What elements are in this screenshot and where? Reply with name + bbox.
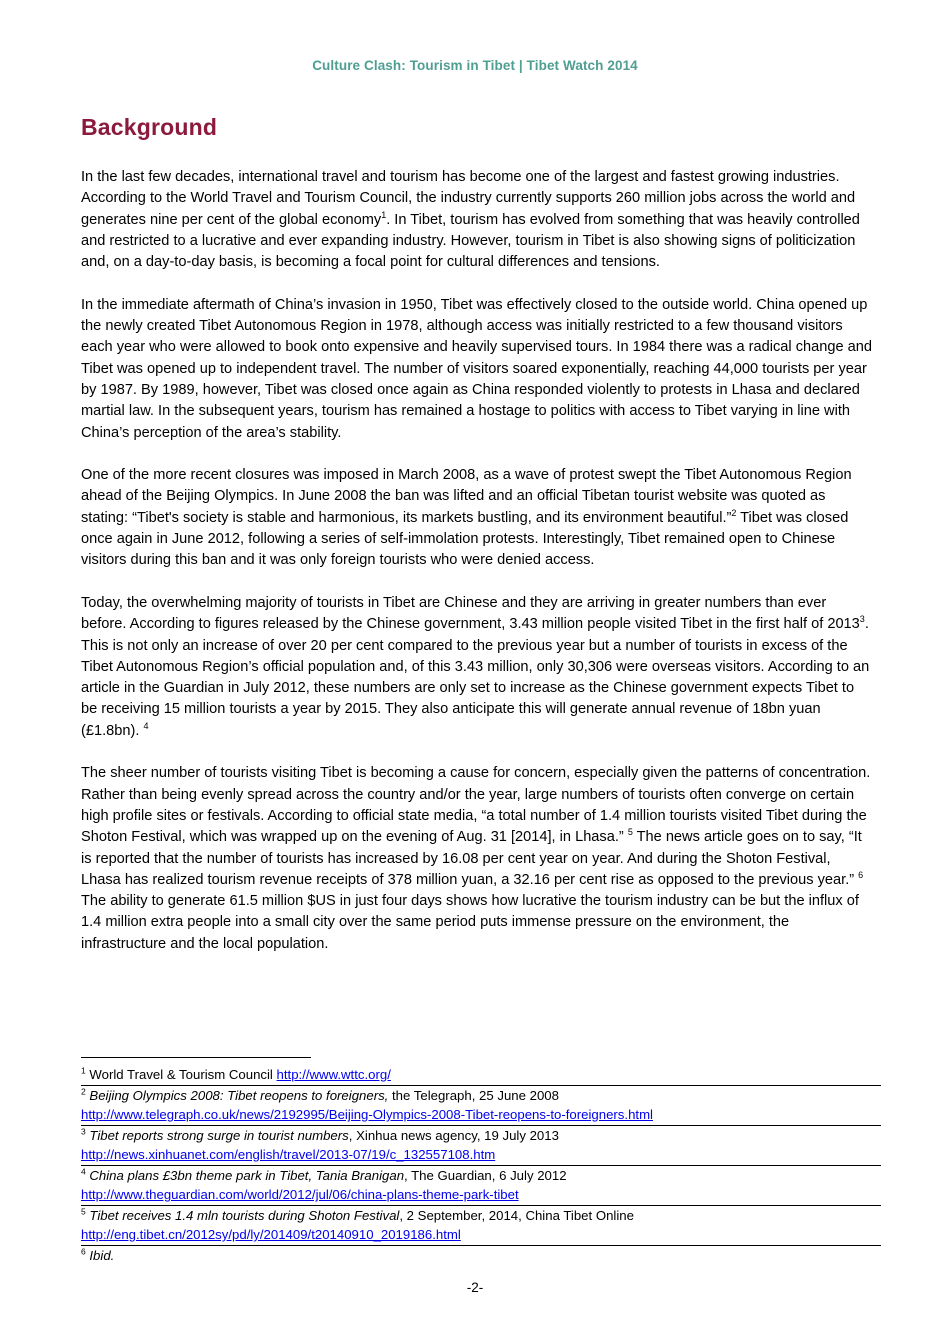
footnote-link-1[interactable]: http://www.wttc.org/ (276, 1067, 391, 1082)
footnote-link-5[interactable]: http://eng.tibet.cn/2012sy/pd/ly/201409/t20140910_2019186.html (81, 1227, 461, 1242)
footnote-ref-3[interactable]: 3 (859, 614, 865, 625)
footnote-link-2[interactable]: http://www.telegraph.co.uk/news/2192995/Beijing-Olympics-2008-Tibet-reopens-to-foreigners.html (81, 1107, 653, 1122)
footnote-ref-4[interactable]: 4 (143, 720, 149, 731)
footnote-ref-6[interactable]: 6 (858, 869, 864, 880)
footnote-ref-2[interactable]: 2 (731, 507, 737, 518)
paragraph-1: In the last few decades, international travel and tourism has become one of the largest and fastest growing industries. According to the World Travel and Tourism Council, the industry currently supports 260 million jobs across the world and generates nine per cent of the global economy$^1$. In Tibet, tourism has evolved from something that was heavily controlled and restricted to a lucrative and ever expanding industry. However, tourism in Tibet is also showing signs of politicization and, on a day-to-day basis, is becoming a focal point for cultural differences and tensions. (81, 169, 860, 271)
footnote-6: $^6$ Ibid. (81, 1245, 881, 1266)
footnote-3: $^3$ Tibet reports strong surge in tourist numbers, Xinhua news agency, 19 July 2013 http://news.xinhuanet.com/english/travel/2013-07/19/c_132557108.htm (81, 1125, 881, 1165)
paragraph-4: Today, the overwhelming majority of tourists in Tibet are Chinese and they are arriving in greater numbers than ever before. According to figures released by the Chinese government, 3.43 million people visited Tibet in the first half of 2013$^3$. This is not only an increase of over 20 per cent compared to the previous year but a number of tourists in excess of the Tibet Autonomous Region’s official population and, of this 3.43 million, only 30,306 were overseas visitors. According to an article in the Guardian in July 2012, these numbers are only set to increase as the Chinese government expects Tibet to be receiving 15 million tourists a year by 2015. They also anticipate this will generate annual revenue of 18bn yuan (£1.8bn). $^4$ (81, 594, 870, 739)
footnote-link-4[interactable]: http://www.theguardian.com/world/2012/jul/06/china-plans-theme-park-tibet (81, 1187, 519, 1202)
footnote-1: $^1$ World Travel & Tourism Council http://www.wttc.org/ (81, 1065, 391, 1082)
footnote-separator (81, 1057, 311, 1058)
paragraph-3: One of the more recent closures was imposed in March 2008, as a wave of protest swept the Tibet Autonomous Region ahead of the Beijing Olympics. In June 2008 the ban was lifted and an official Tibetan tourist website was quoted as stating: “Tibet's society is stable and harmonious, its markets bustling, and its environment beautiful.”$^2$ Tibet was closed once again in June 2012, following a series of self-immolation protests. Interestingly, Tibet remained open to Chinese visitors during this ban and it was only foreign tourists who were denied access. (81, 467, 852, 569)
footnotes (81, 1065, 881, 1265)
body-text (81, 167, 873, 976)
running-header: Culture Clash: Tourism in Tibet | Tibet Watch 2014 (312, 58, 638, 73)
paragraph-5: The sheer number of tourists visiting Tibet is becoming a cause for concern, especially given the patterns of concentration. Rather than being evenly spread across the country and/or the year, large numbers of tourists often converge on certain high profile sites or festivals. According to official state media, “a total number of 1.4 million tourists visited Tibet during the Shoton Festival, which was wrapped up on the evening of Aug. 31 [2014], in Lhasa.” $^5$ The news article goes on to say, “It is reported that the number of tourists has increased by 16.08 per cent year on year. And during the Shoton Festival, Lhasa has realized tourism revenue receipts of 378 million yuan, a 32.16 per cent rise as opposed to the previous year.” $^6$ The ability to generate 61.5 million $US in just four days shows how lucrative the tourism industry can be but the influx of 1.4 million extra people into a small city over the same period puts immense pressure on the environment, the infrastructure and the local population. (81, 765, 871, 952)
footnote-link-3[interactable]: http://news.xinhuanet.com/english/travel/2013-07/19/c_132557108.htm (81, 1147, 496, 1162)
section-heading: Background (81, 114, 218, 140)
footnote-4: $^4$ China plans £3bn theme park in Tibet, Tania Branigan, The Guardian, 6 July 2012 http://www.theguardian.com/world/2012/jul/06/china-plans-theme-park-tibet (81, 1165, 881, 1205)
footnote-5: $^5$ Tibet receives 1.4 mln tourists during Shoton Festival, 2 September, 2014, China Tibet Online http://eng.tibet.cn/2012sy/pd/ly/201409/t20140910_2019186.html (81, 1205, 881, 1245)
paragraph-2: In the immediate aftermath of China’s invasion in 1950, Tibet was effectively closed to the outside world. China opened up the newly created Tibet Autonomous Region in 1978, although access was initially restricted to a few thousand visitors each year who were allowed to book onto expensive and heavily supervised tours. In 1984 there was a radical change and Tibet was opened up to independent travel. The number of visitors soared exponentially, reaching 44,000 tourists per year by 1987. By 1989, however, Tibet was closed once again as China responded violently to protests in Lhasa and declared martial law. In the subsequent years, tourism has remained a hostage to politics with access to Tibet varying in line with China’s perception of the area’s stability. (81, 296, 872, 441)
page-number: -2- (466, 1280, 484, 1295)
footnote-ref-1[interactable]: 1 (381, 209, 387, 220)
footnote-2: $^2$ Beijing Olympics 2008: Tibet reopens to foreigners, the Telegraph, 25 June 2008 http://www.telegraph.co.uk/news/2192995/Beijing-Olympics-2008-Tibet-reopens-to-foreigners.html (81, 1085, 881, 1125)
footnote-ref-5[interactable]: 5 (627, 827, 633, 838)
